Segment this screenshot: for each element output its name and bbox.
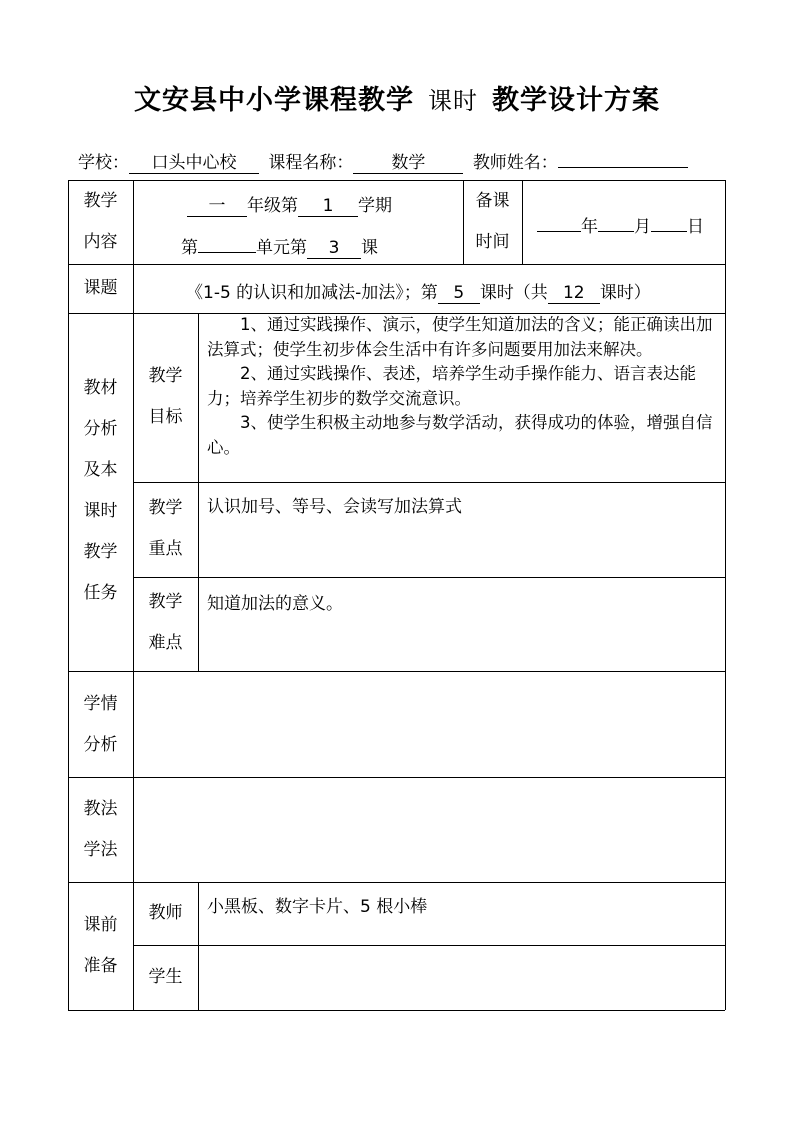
table-border-bottom [68, 1010, 725, 1011]
course-field[interactable]: 数学 [353, 153, 463, 174]
teacher-prep-content: 小黑板、数字卡片、5 根小棒 [207, 897, 428, 917]
methods-label: 教法 学法 [83, 799, 118, 860]
preparation-label: 课前 准备 [83, 915, 118, 976]
col-divider [198, 313, 199, 671]
teacher-field[interactable] [558, 167, 688, 168]
objectives-content [207, 313, 715, 460]
grade-term-line: 一 年级第 1 学期 [187, 191, 392, 217]
topic-title: 《1-5 的认识和加减法-加法》 [186, 283, 404, 303]
teacher-label: 教师姓名： [472, 153, 558, 173]
difficult-points-content: 知道加法的意义。 [207, 594, 343, 614]
school-label: 学校： [78, 153, 129, 173]
term-field[interactable]: 1 [298, 196, 358, 217]
title-tail: 教学设计方案 [492, 85, 660, 116]
col-divider [522, 180, 523, 264]
row-divider [133, 482, 725, 483]
table-border-top [68, 180, 725, 181]
header-info [78, 148, 688, 174]
difficult-points-label: 教学 难点 [148, 592, 183, 653]
course-label: 课程名称： [268, 153, 354, 173]
col-divider [198, 882, 199, 1010]
content-label: 教学 内容 [83, 191, 118, 252]
lesson-field[interactable]: 3 [307, 238, 361, 259]
month-field[interactable] [598, 231, 634, 232]
row-divider [68, 777, 725, 778]
student-analysis-label: 学情 分析 [83, 694, 118, 755]
teacher-prep-label: 教师 [148, 903, 183, 923]
student-prep-label: 学生 [148, 967, 183, 987]
row-divider [68, 671, 725, 672]
page-title [0, 78, 794, 117]
row-divider [68, 264, 725, 265]
key-points-content: 认识加号、等号、会读写加法算式 [207, 497, 462, 517]
school-field[interactable]: 口头中心校 [129, 153, 259, 174]
title-sub: 课时 [428, 87, 478, 115]
period-field[interactable]: 5 [438, 283, 480, 304]
objectives-label: 教学 目标 [148, 366, 183, 427]
objective-item: 3、使学生积极主动地参与数学活动，获得成功的体验，增强自信心。 [207, 413, 713, 457]
unit-lesson-line: 第 单元第 3 课 [181, 238, 378, 258]
objective-item: 1、通过实践操作、演示，使学生知道加法的含义；能正确读出加法算式；使学生初步体会生活中有许多问题要用加法来解决。 [207, 315, 713, 359]
title-main: 文安县中小学课程教学 [134, 85, 414, 116]
table-border-right [725, 180, 726, 1010]
prep-time-label: 备课 时间 [475, 191, 510, 252]
year-field[interactable] [537, 231, 581, 232]
day-field[interactable] [651, 231, 687, 232]
analysis-label: 教材 分析 及本 课时 教学 任务 [83, 378, 118, 603]
prep-date: 年 月 日 [537, 212, 704, 237]
total-periods-field[interactable]: 12 [548, 283, 600, 304]
row-divider [68, 882, 725, 883]
unit-field[interactable] [198, 252, 256, 253]
grade-field[interactable]: 一 [187, 196, 247, 217]
row-divider [133, 577, 725, 578]
objective-item: 2、通过实践操作、表述，培养学生动手操作能力、语言表达能力；培养学生初步的数学交流意识。 [207, 364, 696, 408]
topic-label: 课题 [83, 278, 118, 298]
topic-line: 《1-5 的认识和加减法-加法》；第 5 课时（共 12 课时） [186, 283, 651, 303]
row-divider [133, 945, 725, 946]
key-points-label: 教学 重点 [148, 498, 183, 559]
